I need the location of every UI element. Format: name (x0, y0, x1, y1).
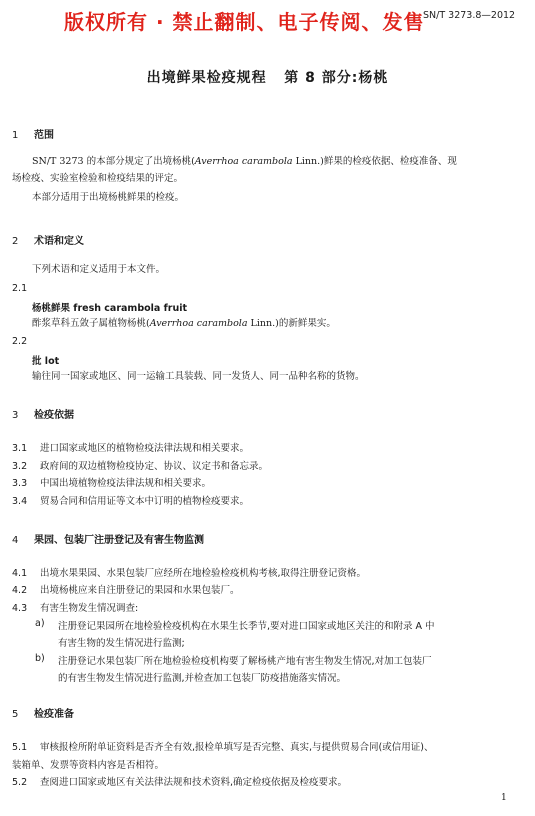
clause-3-4: 3.4 贸易合同和信用证等文本中订明的植物检疫要求。 (12, 496, 250, 507)
latin-name: Averrhoa carambola (194, 156, 293, 167)
watermark: 版权所有 · 禁止翻制、电子传阅、发售 (64, 10, 425, 34)
clause-4-3: 4.3 有害生物发生情况调查: (12, 603, 139, 614)
scope-paragraph-2: 本部分适用于出境杨桃鲜果的检疫。 (32, 192, 185, 203)
section-4-heading: 4 果园、包装厂注册登记及有害生物监测 (12, 535, 204, 546)
clause-3-1: 3.1 进口国家或地区的植物检疫法律法规和相关要求。 (12, 443, 250, 454)
clause-5-1-line-1: 5.1 审核报检所附单证资料是否齐全有效,报检单填写是否完整、真实,与提供贸易合同(或信用证)、 (12, 742, 434, 753)
term-2-2: 批 lot (32, 356, 60, 367)
standard-number: SN/T 3273.8—2012 (423, 10, 516, 21)
clause-3-2: 3.2 政府间的双边植物检疫协定、协议、议定书和备忘录。 (12, 461, 269, 472)
list-item-a-line-2: 有害生物的发生情况进行监测; (58, 638, 185, 649)
document-title: 出境鲜果检疫规程 第 8 部分:杨桃 (146, 70, 389, 86)
term-2-1: 杨桃鲜果 fresh carambola fruit (32, 303, 188, 314)
term-2-2-definition: 输往同一国家或地区、同一运输工具装载、同一发货人、同一品种名称的货物。 (32, 371, 365, 382)
section-title: 范围 (34, 130, 54, 141)
list-item-b-marker: b) (35, 653, 45, 664)
page-number: 1 (501, 793, 507, 803)
clause-5-1-line-2: 装箱单、发票等资料内容是否相符。 (12, 760, 165, 771)
list-item-a-line-1: 注册登记果园所在地检验检疫机构在水果生长季节,要对进口国家或地区关注的和附录 A 中 (58, 621, 435, 632)
clause-4-1: 4.1 出境水果果园、水果包装厂应经所在地检验检疫机构考核,取得注册登记资格。 (12, 568, 367, 579)
scope-paragraph-line-2: 场检疫、实验室检验和检疫结果的评定。 (12, 173, 184, 184)
term-2-1-number: 2.1 (12, 283, 28, 294)
section-number: 1 (12, 130, 19, 141)
clause-4-2: 4.2 出境杨桃应来自注册登记的果园和水果包装厂。 (12, 585, 240, 596)
section-1-heading (12, 126, 54, 141)
list-item-b-line-1: 注册登记水果包装厂所在地检验检疫机构要了解杨桃产地有害生物发生情况,对加工包装厂 (58, 656, 432, 667)
section-3-heading: 3 检疫依据 (12, 410, 74, 421)
scope-paragraph-line-1: SN/T 3273 的本部分规定了出境杨桃(Averrhoa carambola Linn.)鲜果的检疫依据、检疫准备、现 (32, 156, 457, 167)
term-2-1-definition: 酢浆草科五敛子属植物杨桃(Averrhoa carambola Linn.)的新鲜果实。 (32, 318, 336, 329)
list-item-a-marker: a) (35, 618, 45, 629)
clause-3-3: 3.3 中国出境植物检疫法律法规和相关要求。 (12, 478, 212, 489)
section-2-heading: 2 术语和定义 (12, 236, 84, 247)
list-item-b-line-2: 的有害生物发生情况进行监测,并检查加工包装厂防疫措施落实情况。 (58, 673, 347, 684)
clause-5-2: 5.2 查阅进口国家或地区有关法律法规和技术资料,确定检疫依据及检疫要求。 (12, 777, 348, 788)
term-2-2-number: 2.2 (12, 336, 28, 347)
section-5-heading: 5 检疫准备 (12, 709, 74, 720)
terms-intro: 下列术语和定义适用于本文件。 (32, 264, 166, 275)
